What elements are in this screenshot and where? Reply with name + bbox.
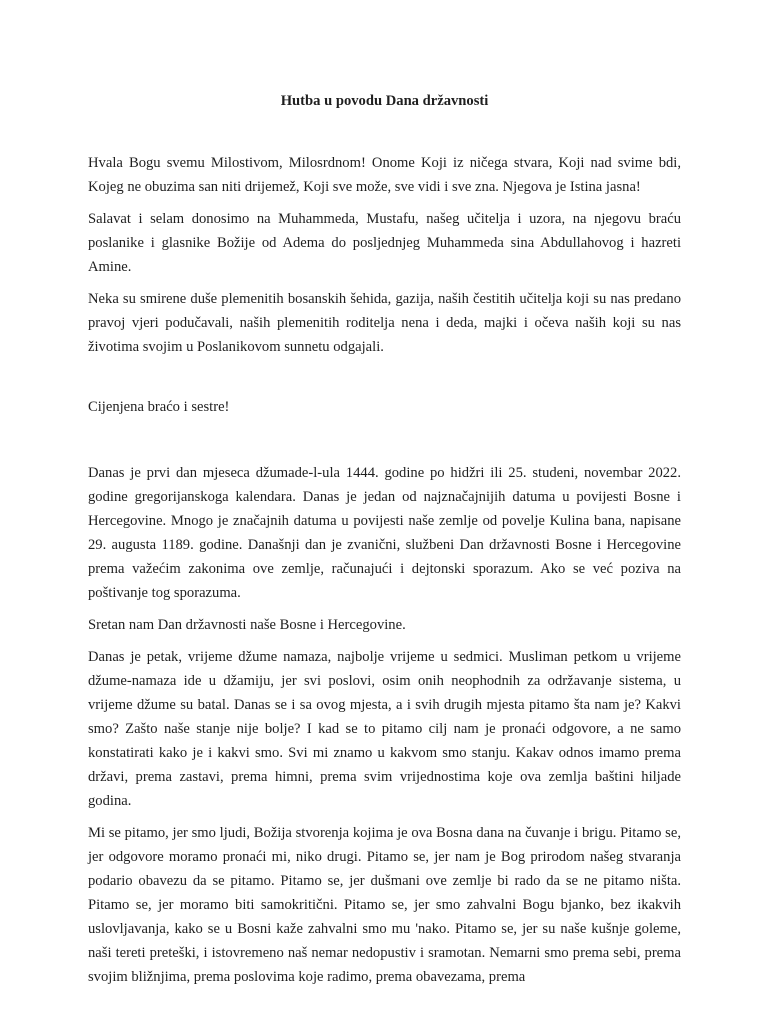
paragraph-questions: Mi se pitamo, jer smo ljudi, Božija stvorenja kojima je ova Bosna dana na čuvanje i brigu. Pitamo se, jer odgovore moramo pronaći mi, niko drugi. Pitamo se, jer nam je Bog prirodom našeg stvaranja podario obavezu da se pitamo. Pitamo se, jer dušmani ove zemlje bi rado da se ne pitamo ništa. Pitamo se, jer moramo biti samokritični. Pitamo se, jer smo zahvalni Bogu bjanko, bez ikakvih uslovljavanja, kako se u Bosni kaže zahvalni smo mu 'nako. Pitamo se, jer su naše kušnje goleme, naši tereti preteški, i istovremeno naš nemar nedopustiv i sramotan. Nemarni smo prema sebi, prema svojim bližnjima, prema poslovima koje radimo, prema obavezama, prema bbox=[88, 825, 681, 985]
paragraph-remembrance: Neka su smirene duše plemenitih bosanskih šehida, gazija, naših čestitih učitelja koji su nas predano pravoj vjeri podučavali, naših plemenitih roditelja nena i deda, majki i očeva naših koji su nas životima svojim u Poslanikovom sunnetu odgajali. bbox=[88, 291, 681, 355]
document-body bbox=[88, 89, 681, 997]
paragraph-gap bbox=[88, 367, 681, 395]
paragraph-gap bbox=[88, 427, 681, 461]
paragraph-friday: Danas je petak, vrijeme džume namaza, najbolje vrijeme u sedmici. Musliman petkom u vrijeme džume-namaza ide u džamiju, jer svi poslovi, osim onih neophodnih za održavanje sistema, u vrijeme džume su batal. Danas se i sa ovog mjesta, a i svih drugih mjesta pitamo šta nam je? Kakvi smo? Zašto naše stanje nije bolje? I kad se to pitamo cilj nam je pronaći odgovore, a ne samo konstatirati kako je i kakvi smo. Svi mi znamo u kakvom smo stanju. Kakav odnos imamo prema državi, prema zastavi, prema himni, prema svim vrijednostima koje ova zemlja baštini hiljade godina. bbox=[88, 649, 681, 809]
paragraph-congratulation: Sretan nam Dan državnosti naše Bosne i Hercegovine. bbox=[88, 617, 406, 633]
paragraph-salawat: Salavat i selam donosimo na Muhammeda, Mustafu, našeg učitelja i uzora, na njegovu braću poslanike i glasnike Božije od Adema do posljednjeg Muhammeda sina Abdullahovog i hazreti Amine. bbox=[88, 211, 681, 275]
document-title: Hutba u povodu Dana državnosti bbox=[280, 93, 489, 109]
paragraph-date: Danas je prvi dan mjeseca džumade-l-ula 1444. godine po hidžri ili 25. studeni, novembar 2022. godine gregorijanskoga kalendara. Danas je jedan od najznačajnijih datuma u povijesti Bosne i Hercegovine. Mnogo je značajnih datuma u povijesti naše zemlje od povelje Kulina bana, napisane 29. augusta 1189. godine. Današnji dan je zvanični, službeni Dan državnosti Bosne i Hercegovine prema važećim zakonima ove zemlje, računajući i dejtonski sporazum. Ako se već poziva na poštivanje tog sporazuma. bbox=[88, 465, 681, 601]
paragraph-praise: Hvala Bogu svemu Milostivom, Milosrdnom! Onome Koji iz ničega stvara, Koji nad svime bdi, Kojeg ne obuzima san niti drijemež, Koji sve može, sve vidi i sve zna. Njegova je Istina jasna! bbox=[88, 155, 681, 195]
paragraph-salutation: Cijenjena braćo i sestre! bbox=[88, 399, 230, 415]
